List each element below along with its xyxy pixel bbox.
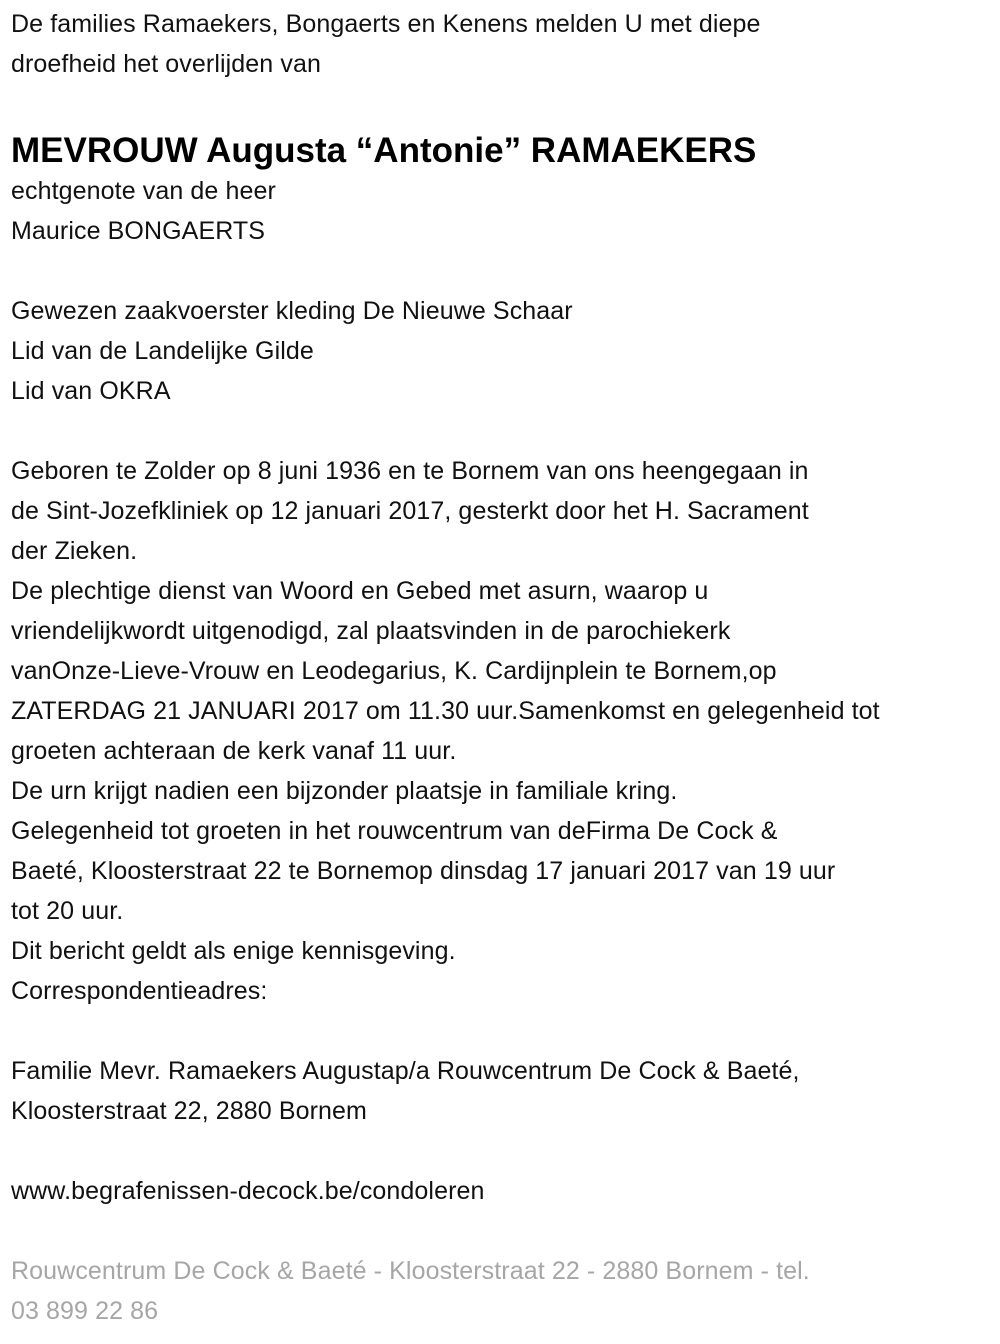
footer-phone: 03 899 22 86 xyxy=(11,1297,159,1325)
footer-line: Rouwcentrum De Cock & Baeté - Kloosterstraat 22 - 2880 Bornem - tel. xyxy=(11,1257,810,1285)
details-line: Gelegenheid tot groeten in het rouwcentrum van deFirma De Cock & xyxy=(11,817,778,845)
details-line: der Zieken. xyxy=(11,537,138,565)
spacer xyxy=(11,1211,989,1251)
details-line: vriendelijkwordt uitgenodigd, zal plaatsvinden in de parochiekerk xyxy=(11,617,731,645)
intro-section xyxy=(11,4,989,84)
details-line: Dit bericht geldt als enige kennisgeving. xyxy=(11,937,456,965)
details-line: De urn krijgt nadien een bijzonder plaatsje in familiale kring. xyxy=(11,777,678,805)
spacer xyxy=(11,1131,989,1171)
details-line: Baeté, Kloosterstraat 22 te Bornemop dinsdag 17 januari 2017 van 19 uur xyxy=(11,857,836,885)
roles-section xyxy=(11,291,989,411)
condolence-website-link[interactable] xyxy=(11,1171,989,1211)
intro-line: droefheid het overlijden van xyxy=(11,50,321,78)
details-line: tot 20 uur. xyxy=(11,897,124,925)
deceased-name-heading: MEVROUW Augusta “Antonie” RAMAEKERS xyxy=(11,131,757,170)
role-line: Lid van de Landelijke Gilde xyxy=(11,337,314,365)
spouse-name: Maurice BONGAERTS xyxy=(11,217,266,245)
funeral-home-footer xyxy=(11,1251,989,1331)
spacer xyxy=(11,251,989,291)
website-link-text[interactable]: www.begrafenissen-decock.be/condoleren xyxy=(11,1177,485,1205)
spouse-section xyxy=(11,171,989,251)
spouse-line: echtgenote van de heer xyxy=(11,177,276,205)
spacer xyxy=(11,411,989,451)
details-line: De plechtige dienst van Woord en Gebed met asurn, waarop u xyxy=(11,577,709,605)
spacer xyxy=(11,1011,989,1051)
details-line: de Sint-Jozefkliniek op 12 januari 2017, gesterkt door het H. Sacrament xyxy=(11,497,809,525)
details-line: Correspondentieadres: xyxy=(11,977,268,1005)
details-line: ZATERDAG 21 JANUARI 2017 om 11.30 uur.Samenkomst en gelegenheid tot xyxy=(11,697,880,725)
role-line: Gewezen zaakvoerster kleding De Nieuwe Schaar xyxy=(11,297,573,325)
address-line: Kloosterstraat 22, 2880 Bornem xyxy=(11,1097,367,1125)
correspondence-address xyxy=(11,1051,989,1131)
address-line: Familie Mevr. Ramaekers Augustap/a Rouwcentrum De Cock & Baeté, xyxy=(11,1057,800,1085)
role-line: Lid van OKRA xyxy=(11,377,171,405)
details-line: groeten achteraan de kerk vanaf 11 uur. xyxy=(11,737,457,765)
details-line: vanOnze-Lieve-Vrouw en Leodegarius, K. Cardijnplein te Bornem,op xyxy=(11,657,777,685)
details-line: Geboren te Zolder op 8 juni 1936 en te Bornem van ons heengegaan in xyxy=(11,457,809,485)
details-section xyxy=(11,451,989,1011)
spacer xyxy=(11,84,989,124)
intro-line: De families Ramaekers, Bongaerts en Kenens melden U met diepe xyxy=(11,10,761,38)
